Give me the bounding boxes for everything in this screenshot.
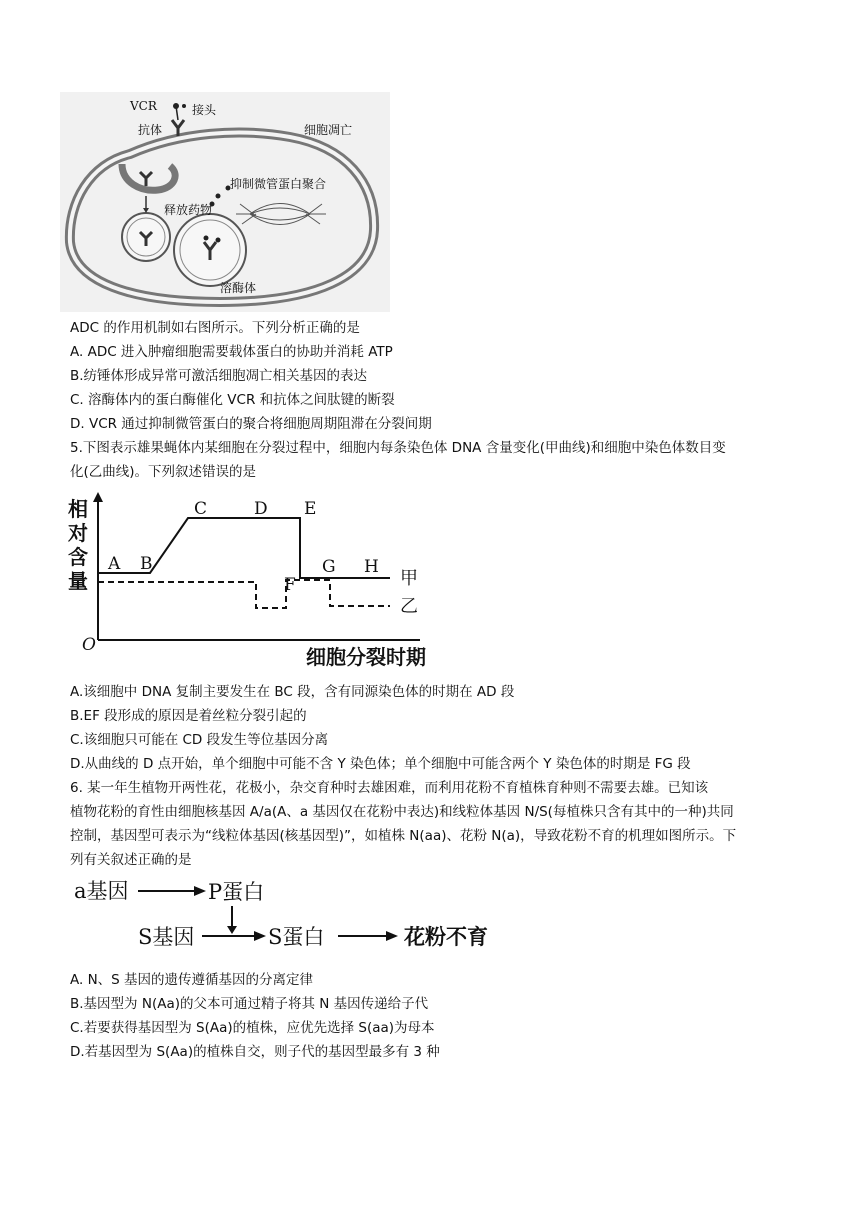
q4-option-d: D. VCR 通过抑制微管蛋白的聚合将细胞周期阻滞在分裂间期	[70, 416, 432, 432]
point-d: D	[254, 499, 268, 519]
y-label-1: 相	[68, 497, 88, 521]
q6-option-b: B.基因型为 N(Aa)的父本可通过精子将其 N 基因传递给子代	[70, 996, 429, 1012]
q4-option-a: A. ADC 进入肿瘤细胞需要载体蛋白的协助并消耗 ATP	[70, 344, 393, 360]
q4-stem: ADC 的作用机制如右图所示。下列分析正确的是	[70, 320, 360, 336]
y-label-3: 含	[68, 545, 88, 569]
y-label-4: 量	[68, 569, 88, 593]
pollen-sterility-diagram	[60, 872, 520, 958]
q6-option-d: D.若基因型为 S(Aa)的植株自交，则子代的基因型最多有 3 种	[70, 1044, 440, 1060]
q5-option-b: B.EF 段形成的原因是着丝粒分裂引起的	[70, 708, 307, 724]
q6-stem-line2: 植物花粉的育性由细胞核基因 A/a(A、a 基因仅在花粉中表达)和线粒体基因 N/S(每植株只含有其中的一种)共同	[70, 804, 734, 820]
point-h: H	[364, 557, 379, 577]
s-gene-label: S基因	[138, 925, 195, 949]
q5-stem-line2: 化(乙曲线)。下列叙述错误的是	[70, 464, 257, 480]
q5-option-c: C.该细胞只可能在 CD 段发生等位基因分离	[70, 732, 329, 748]
x-label: 细胞分裂时期	[306, 645, 426, 669]
point-c: C	[194, 499, 208, 519]
q4-option-b: B.纺锤体形成异常可激活细胞凋亡相关基因的表达	[70, 368, 368, 384]
curve-yi	[98, 580, 390, 608]
adc-mechanism-figure	[60, 92, 390, 312]
point-f: F	[284, 575, 296, 595]
q5-option-a: A.该细胞中 DNA 复制主要发生在 BC 段，含有同源染色体的时期在 AD 段	[70, 684, 515, 700]
a-gene-label: a基因	[74, 879, 129, 903]
label-connector: 接头	[192, 103, 217, 117]
y-label-2: 对	[68, 521, 88, 545]
point-a: A	[108, 554, 121, 574]
p-protein-label: P蛋白	[208, 880, 265, 904]
series-yi-label: 乙	[400, 596, 418, 617]
label-vcr: VCR	[130, 99, 157, 113]
q6-option-a: A. N、S 基因的遗传遵循基因的分离定律	[70, 972, 314, 988]
label-release: 释放药物	[164, 203, 213, 217]
q6-option-c: C.若要获得基因型为 S(Aa)的植株，应优先选择 S(aa)为母本	[70, 1020, 435, 1036]
sterile-label: 花粉不育	[404, 924, 488, 949]
q4-option-c: C. 溶酶体内的蛋白酶催化 VCR 和抗体之间肽键的断裂	[70, 392, 395, 408]
q6-stem-line1: 6. 某一年生植物开两性花，花极小，杂交育种时去雄困难，而利用花粉不育植株育种则不需要去雄。已知该	[70, 780, 709, 796]
label-inhibit: 抑制微管蛋白聚合	[230, 177, 327, 191]
point-b: B	[140, 554, 153, 574]
point-g: G	[322, 557, 336, 577]
q6-stem-line4: 列有关叙述正确的是	[70, 852, 192, 868]
cell-division-graph	[60, 490, 460, 672]
label-antibody: 抗体	[138, 123, 163, 137]
label-apoptosis: 细胞凋亡	[304, 123, 353, 137]
q5-stem-line1: 5.下图表示雄果蝇体内某细胞在分裂过程中，细胞内每条染色体 DNA 含量变化(甲曲线)和细胞中染色体数目变	[70, 440, 726, 456]
label-lysosome: 溶酶体	[220, 281, 257, 295]
q5-option-d: D.从曲线的 D 点开始，单个细胞中可能不含 Y 染色体；单个细胞中可能含两个 Y 染色体的时期是 FG 段	[70, 756, 691, 772]
origin-label: O	[82, 635, 96, 655]
point-e: E	[304, 499, 317, 519]
s-protein-label: S蛋白	[268, 925, 325, 949]
q6-stem-line3: 控制，基因型可表示为“线粒体基因(核基因型)”，如植株 N(aa)、花粉 N(a)，导致花粉不育的机理如图所示。下	[70, 828, 737, 844]
series-jia-label: 甲	[400, 568, 418, 589]
